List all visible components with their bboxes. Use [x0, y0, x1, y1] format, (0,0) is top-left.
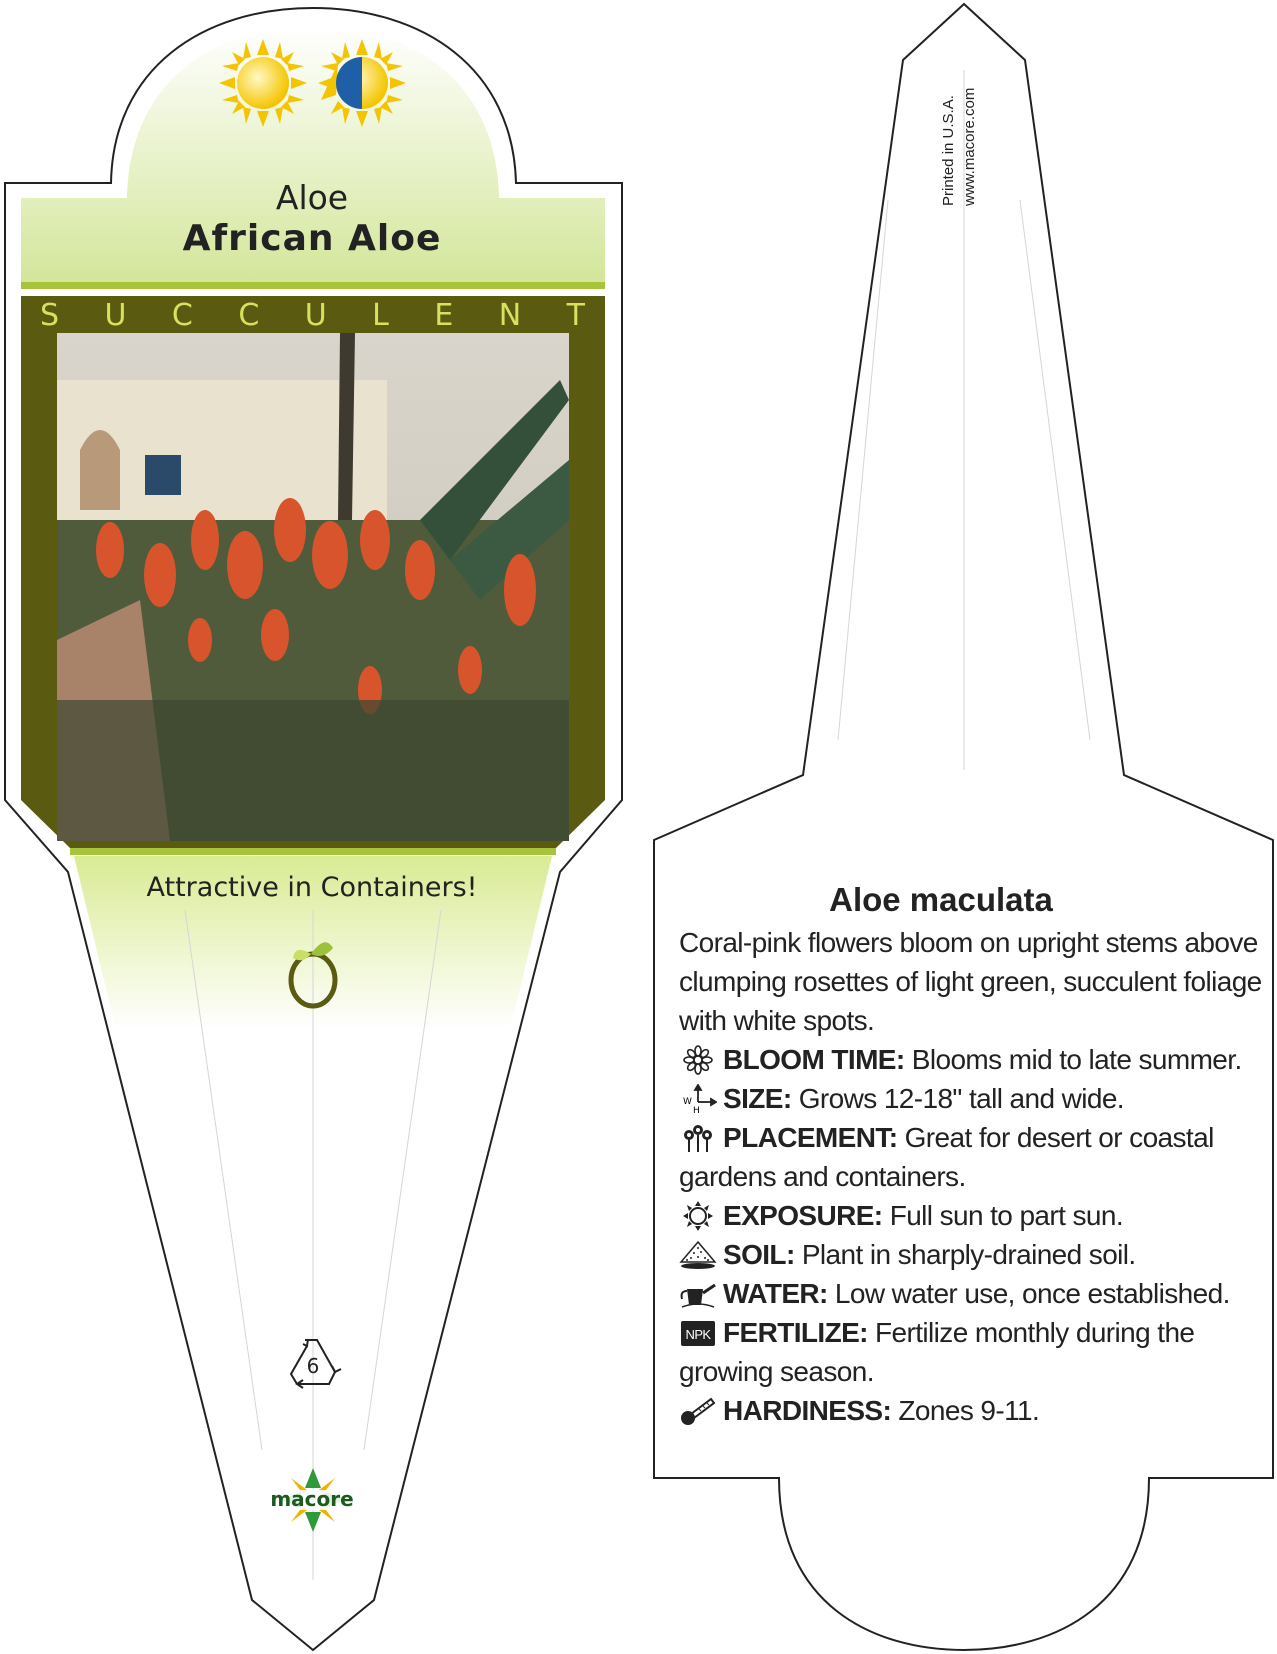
svg-text:W: W: [683, 1097, 692, 1107]
attribute-label: FERTILIZE:: [723, 1317, 868, 1348]
attribute-label: EXPOSURE:: [723, 1200, 883, 1231]
attribute-label: PLACEMENT:: [723, 1122, 898, 1153]
brand-name: macore: [270, 1487, 354, 1511]
category-label: [40, 298, 585, 333]
attribute-list: [679, 1040, 1269, 1430]
lime-band-top: [21, 282, 605, 289]
imprint-line-1: Printed in U.S.A.: [940, 95, 957, 206]
part-sun-icon: [318, 39, 406, 127]
category-letter: U: [104, 298, 127, 333]
category-letter: T: [566, 298, 585, 333]
size-arrows-icon: [679, 1084, 717, 1114]
description: Coral-pink flowers bloom on upright stems above clumping rosettes of light green, succulent foliage with white spots.: [679, 927, 1262, 1036]
recycle-code: 6: [306, 1354, 320, 1378]
care-info: [679, 880, 1269, 1430]
plant-photo: [57, 333, 569, 841]
attribute-row: [679, 1196, 1269, 1235]
soil-icon: [679, 1240, 717, 1270]
svg-text:NPK: NPK: [685, 1327, 711, 1342]
attribute-text: Plant in sharply-drained soil.: [794, 1239, 1136, 1270]
category-letter: L: [372, 298, 389, 333]
tagline: Attractive in Containers!: [146, 872, 478, 903]
imprint: [938, 88, 980, 206]
attribute-row: [679, 1391, 1269, 1430]
attribute-row: [679, 1079, 1269, 1118]
attribute-text: Low water use, once established.: [827, 1278, 1230, 1309]
category-letter: S: [40, 298, 60, 333]
attribute-row: [679, 1313, 1269, 1391]
common-name: Aloe: [275, 178, 349, 217]
attribute-text: Great for desert or coastal gardens and containers.: [679, 1122, 1214, 1192]
plant-group-icon: [679, 1123, 717, 1153]
imprint-line-2: www.macore.com: [961, 87, 978, 206]
attribute-row: [679, 1040, 1269, 1079]
npk-icon: [679, 1318, 717, 1348]
attribute-text: Blooms mid to late summer.: [904, 1044, 1242, 1075]
attribute-row: [679, 1235, 1269, 1274]
category-letter: C: [238, 298, 260, 333]
attribute-label: SOIL:: [723, 1239, 795, 1270]
full-sun-icon: [219, 39, 307, 127]
botanical-name: Aloe maculata: [829, 881, 1053, 918]
attribute-text: Full sun to part sun.: [882, 1200, 1124, 1231]
attribute-text: Grows 12-18" tall and wide.: [791, 1083, 1124, 1114]
attribute-text: Zones 9-11.: [891, 1395, 1040, 1426]
attribute-text: Fertilize monthly during the growing season.: [679, 1317, 1195, 1387]
variety-name: African Aloe: [182, 218, 442, 259]
attribute-row: [679, 1118, 1269, 1196]
category-letter: N: [498, 298, 522, 333]
attribute-label: WATER:: [723, 1278, 828, 1309]
watering-can-icon: [679, 1279, 717, 1309]
category-letter: C: [171, 298, 193, 333]
attribute-label: HARDINESS:: [723, 1395, 892, 1426]
flower-icon: [679, 1045, 717, 1075]
attribute-row: [679, 1274, 1269, 1313]
category-letter: U: [304, 298, 327, 333]
svg-text:H: H: [693, 1106, 700, 1114]
lime-band-bottom: [70, 848, 556, 855]
attribute-label: BLOOM TIME:: [723, 1044, 905, 1075]
thermometer-icon: [679, 1396, 717, 1426]
category-letter: E: [434, 298, 454, 333]
attribute-label: SIZE:: [723, 1083, 792, 1114]
sun-outline-icon: [679, 1201, 717, 1231]
